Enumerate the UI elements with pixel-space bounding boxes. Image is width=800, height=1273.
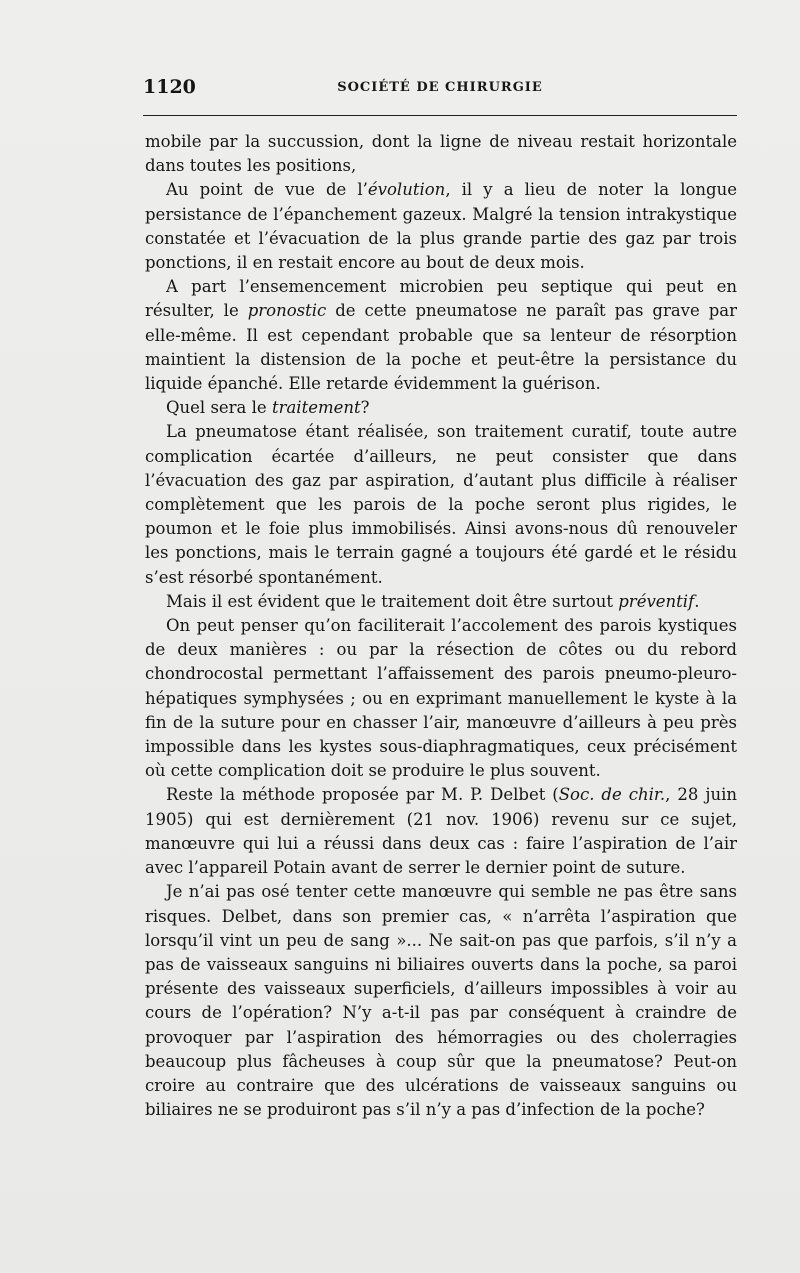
text-run: Quel sera le [166,398,272,418]
text-run: On peut penser qu’on faciliterait l’accolement des parois kystiques de deux manières : ou par la résection de côtes ou du rebord chondrocostal permettant l’affaissement des parois pneumo-pleuro-hépatiques symphysées ; ou en exprimant manuellement le kyste à la fin de la suture pour en chasser l’air, manœuvre d’ailleurs à peu près impossible dans les kystes sous-diaphragmatiques, ceux précisément où cette complication doit se produire le plus souvent. [145,616,737,781]
paragraph [145,614,737,783]
text-run: de cette pneumatose ne paraît pas grave par elle-même. Il est cependant probable que sa lenteur de résorption maintient la distension de la poche et peut-être la persistance du liquide épanché. Elle retarde évidemment la guérison. [145,301,737,394]
paragraph [145,275,737,396]
text-run: , 28 juin 1905) qui est dernièrement (21 nov. 1906) revenu sur ce sujet, manœuvre qui lui a réussi dans deux cas : faire l’aspiration de l’air avec l’appareil Potain avant de serrer le dernier point de suture. [145,785,737,878]
text-run: . [694,591,700,611]
paragraph [145,130,737,178]
paragraph [145,420,737,589]
paragraph [145,178,737,275]
paragraph [145,590,737,614]
body-text [145,130,737,1122]
italic-text: préventif [618,591,695,611]
italic-text: pronostic [247,301,327,321]
italic-text: traitement [271,398,361,418]
text-run: mobile par la succussion, dont la ligne de niveau restait horizontale dans toutes les positions, [145,132,737,176]
text-run: Au point de vue de l’ [166,180,368,200]
text-run: La pneumatose étant réalisée, son traitement curatif, toute autre complication écartée d’ailleurs, ne peut consister que dans l’évacuation des gaz par aspiration, d’autant plus difficile à réaliser complètement que les parois de la poche seront plus rigides, le poumon et le foie plus immobilisés. Ainsi avons-nous dû renouveler les ponctions, mais le terrain gagné a toujours été gardé et le résidu s’est résorbé spontanément. [145,422,737,587]
page-header [143,76,737,102]
text-run: A part l’ensemencement microbien peu septique qui peut en résulter, le [145,277,737,321]
text-run: Mais il est évident que le traitement doit être surtout [166,591,619,611]
text-run: ? [360,398,370,418]
paragraph [145,396,737,420]
italic-text: Soc. de chir. [558,785,666,805]
italic-text: évolution [367,180,446,200]
text-run: Reste la méthode proposée par M. P. Delbet ( [166,785,559,805]
paragraph [145,880,737,1122]
paragraph [145,783,737,880]
text-run: , il y a lieu de noter la longue persistance de l’épanchement gazeux. Malgré la tension intrakystique constatée et l’évacuation de la plus grande partie des gaz par trois ponctions, il en restait encore au bout de deux mois. [145,180,737,273]
text-run: Je n’ai pas osé tenter cette manœuvre qui semble ne pas être sans risques. Delbet, dans son premier cas, « n’arrêta l’aspiration que lorsqu’il vint un peu de sang »... Ne sait-on pas que parfois, s’il n’y a pas de vaisseaux sanguins ni biliaires ouverts dans la poche, sa paroi présente des vaisseaux superficiels, d’ailleurs impossibles à voir au cours de l’opération? N’y a-t-il pas par conséquent à craindre de provoquer par l’aspiration des hémorragies ou des cholerragies beaucoup plus fâcheuses à coup sûr que la pneumatose? Peut-on croire au contraire que des ulcérations de vaisseaux sanguins ou biliaires ne se produiront pas s’il n’y a pas d’infection de la poche? [145,882,737,1120]
header-rule [143,115,737,116]
page-number: 1120 [143,76,196,98]
running-title: SOCIÉTÉ DE CHIRURGIE [337,80,543,95]
